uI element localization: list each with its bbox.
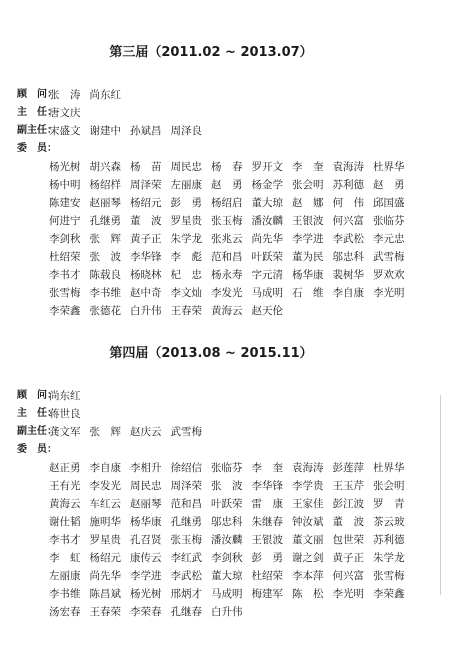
term3-advisor-row <box>0 86 450 104</box>
member-name: 杜界华 <box>373 462 405 474</box>
member-name: 胡兴森 <box>89 161 121 173</box>
member-name: 罗星贵 <box>170 215 202 227</box>
member-names <box>49 567 444 585</box>
person-name: 赵庆云 <box>130 426 162 438</box>
member-name: 孔召贤 <box>130 534 162 546</box>
member-name: 陈载良 <box>89 269 121 281</box>
term4-chair-names <box>49 405 444 423</box>
member-name: 李荣鑫 <box>49 305 81 317</box>
member-row <box>0 248 450 266</box>
member-name: 何 伟 <box>332 197 364 209</box>
member-name: 尚先华 <box>89 570 121 582</box>
member-name: 李 虹 <box>49 552 81 564</box>
member-names <box>49 212 444 230</box>
member-name: 马成明 <box>211 588 243 600</box>
member-name: 白升伟 <box>130 305 162 317</box>
member-name: 董大琼 <box>251 197 283 209</box>
term3-chair-names <box>49 104 444 122</box>
member-row <box>0 459 450 477</box>
member-row <box>0 495 450 513</box>
person-name: 尚东红 <box>89 89 121 101</box>
member-name: 黄海云 <box>211 305 243 317</box>
member-name: 孔继勇 <box>89 215 121 227</box>
advisor-label: 顾 问： <box>17 89 57 100</box>
term4-vice-names <box>49 423 444 441</box>
member-names <box>49 477 444 495</box>
vice-chair-label: 副主任： <box>17 125 57 136</box>
member-name: 张兆云 <box>211 233 243 245</box>
member-name: 黄子正 <box>130 233 162 245</box>
member-row <box>0 585 450 603</box>
person-name: 张 辉 <box>89 426 121 438</box>
term4-member-label-row <box>0 441 450 459</box>
member-name: 杨华康 <box>130 516 162 528</box>
member-name: 邱国盛 <box>373 197 405 209</box>
member-name: 赵 勇 <box>211 179 243 191</box>
member-name: 李荣春 <box>130 606 162 618</box>
member-name: 王春荣 <box>170 305 202 317</box>
member-name: 李文灿 <box>170 287 202 299</box>
member-name: 陈建安 <box>49 197 81 209</box>
member-name: 董大琼 <box>211 570 243 582</box>
member-name: 王银波 <box>251 534 283 546</box>
member-name: 陈昌斌 <box>89 588 121 600</box>
member-row <box>0 212 450 230</box>
member-name: 马成明 <box>251 287 283 299</box>
member-name: 武雪梅 <box>373 251 405 263</box>
member-name: 李学进 <box>130 570 162 582</box>
vice-chair-label: 副主任： <box>17 426 57 437</box>
member-names <box>49 495 444 513</box>
person-name: 宋盛文 <box>49 125 81 137</box>
term3-member-label-row <box>0 140 450 158</box>
member-name: 李学进 <box>292 233 324 245</box>
member-name: 杨光树 <box>130 588 162 600</box>
member-name: 李元忠 <box>373 233 405 245</box>
member-name: 张雪梅 <box>373 570 405 582</box>
member-name: 孔继勇 <box>170 516 202 528</box>
member-name: 潘汝麟 <box>251 215 283 227</box>
member-name: 杨绍样 <box>89 179 121 191</box>
member-row <box>0 230 450 248</box>
member-name: 罗星贵 <box>89 534 121 546</box>
member-names <box>49 302 444 320</box>
member-name: 袁海涛 <box>332 161 364 173</box>
member-name: 张临芬 <box>373 215 405 227</box>
member-name: 张 波 <box>89 251 121 263</box>
member-name: 尚先华 <box>251 233 283 245</box>
member-row <box>0 531 450 549</box>
member-name: 邬忠科 <box>332 251 364 263</box>
member-row <box>0 513 450 531</box>
member-name: 李武松 <box>170 570 202 582</box>
member-names <box>49 549 444 567</box>
member-name: 梅建军 <box>251 588 283 600</box>
member-names <box>49 459 444 477</box>
member-name: 石 维 <box>292 287 324 299</box>
member-label: 委 员： <box>17 444 57 455</box>
member-name: 苏利德 <box>332 179 364 191</box>
member-name: 何兴富 <box>332 570 364 582</box>
member-name: 董文丽 <box>292 534 324 546</box>
member-name: 李剑秋 <box>49 233 81 245</box>
member-names <box>49 531 444 549</box>
member-name: 字元清 <box>251 269 283 281</box>
member-names <box>49 603 444 621</box>
member-name: 李 彪 <box>170 251 202 263</box>
member-name: 黄海云 <box>49 498 81 510</box>
member-name: 李 奎 <box>292 161 324 173</box>
member-name: 张雪梅 <box>49 287 81 299</box>
member-name: 张会明 <box>373 480 405 492</box>
member-name: 左丽康 <box>170 179 202 191</box>
chair-label: 主 任： <box>17 408 57 419</box>
advisor-label: 顾 问： <box>17 390 57 401</box>
member-name: 赵丽琴 <box>89 197 121 209</box>
member-names <box>49 158 444 176</box>
member-name: 王有光 <box>49 480 81 492</box>
member-name: 李武松 <box>332 233 364 245</box>
member-name: 李发光 <box>211 287 243 299</box>
person-name: 尚东红 <box>49 390 81 402</box>
member-name: 杨永寿 <box>211 269 243 281</box>
member-name: 张会明 <box>292 179 324 191</box>
member-name: 杜绍荣 <box>251 570 283 582</box>
term4-chair-row <box>0 405 450 423</box>
member-row <box>0 158 450 176</box>
member-name: 赵正勇 <box>49 462 81 474</box>
term3-advisor-names <box>49 86 444 104</box>
member-name: 李书才 <box>49 269 81 281</box>
member-name: 杜绍荣 <box>49 251 81 263</box>
member-names <box>49 176 444 194</box>
member-names <box>49 248 444 266</box>
member-row <box>0 567 450 585</box>
member-name: 周泽荣 <box>130 179 162 191</box>
member-name: 罗欢欢 <box>373 269 405 281</box>
member-name: 徐绍信 <box>170 462 202 474</box>
member-name: 裴树华 <box>332 269 364 281</box>
member-name: 李剑秋 <box>211 552 243 564</box>
member-name: 李书维 <box>89 287 121 299</box>
member-name: 茶云玻 <box>373 516 405 528</box>
member-name: 左丽康 <box>49 570 81 582</box>
member-name: 袁海涛 <box>292 462 324 474</box>
member-name: 范和昌 <box>170 498 202 510</box>
member-row <box>0 603 450 621</box>
member-name: 施明华 <box>89 516 121 528</box>
term3-roles <box>0 86 450 317</box>
member-name: 杨华康 <box>292 269 324 281</box>
member-name: 李红武 <box>170 552 202 564</box>
term3-vice-names <box>49 122 444 140</box>
member-name: 钟汝斌 <box>292 516 324 528</box>
member-row <box>0 477 450 495</box>
member-name: 车红云 <box>89 498 121 510</box>
member-name: 苏利德 <box>373 534 405 546</box>
term3-section <box>0 44 450 317</box>
member-name: 彭 勇 <box>251 552 283 564</box>
member-name: 王银波 <box>292 215 324 227</box>
term4-advisor-names <box>49 387 444 405</box>
member-name: 彭 勇 <box>170 197 202 209</box>
member-name: 范和昌 <box>211 251 243 263</box>
member-row <box>0 284 450 302</box>
member-name: 赵天伦 <box>251 305 283 317</box>
member-name: 李学贵 <box>292 480 324 492</box>
member-name: 雷 康 <box>251 498 283 510</box>
member-row <box>0 266 450 284</box>
member-name: 杜界华 <box>373 161 405 173</box>
member-name: 杨 春 <box>211 161 243 173</box>
member-name: 杨绍元 <box>89 552 121 564</box>
member-name: 何进宁 <box>49 215 81 227</box>
member-name: 李华锋 <box>130 251 162 263</box>
member-name: 李光明 <box>332 588 364 600</box>
member-name: 王玉芹 <box>332 480 364 492</box>
person-name: 龚文军 <box>49 426 81 438</box>
member-row <box>0 176 450 194</box>
member-name: 周民忠 <box>130 480 162 492</box>
member-name: 杨绍元 <box>130 197 162 209</box>
member-name: 张玉梅 <box>211 215 243 227</box>
person-name: 周泽良 <box>170 125 202 137</box>
member-name: 白升伟 <box>211 606 243 618</box>
member-name: 杨绍启 <box>211 197 243 209</box>
member-name: 杨晓林 <box>130 269 162 281</box>
member-name: 彭莲萍 <box>332 462 364 474</box>
member-name: 邬忠科 <box>211 516 243 528</box>
member-name: 李光明 <box>373 287 405 299</box>
member-names <box>49 266 444 284</box>
member-name: 谢之剑 <box>292 552 324 564</box>
member-name: 汤宏春 <box>49 606 81 618</box>
member-name: 张德花 <box>89 305 121 317</box>
term4-section <box>0 345 450 618</box>
member-name: 杨中明 <box>49 179 81 191</box>
term4-advisor-row <box>0 387 450 405</box>
member-name: 李发光 <box>89 480 121 492</box>
member-name: 潘汝麟 <box>211 534 243 546</box>
member-name: 杨 苗 <box>130 161 162 173</box>
member-names <box>49 194 444 212</box>
member-name: 叶跃荣 <box>211 498 243 510</box>
member-name: 赵 娜 <box>292 197 324 209</box>
member-name: 朱继春 <box>251 516 283 528</box>
term3-chair-row <box>0 104 450 122</box>
member-name: 李自康 <box>332 287 364 299</box>
person-name: 武雪梅 <box>170 426 202 438</box>
member-name: 罗开文 <box>251 161 283 173</box>
member-name: 张玉梅 <box>170 534 202 546</box>
member-names <box>49 230 444 248</box>
member-name: 赵 勇 <box>373 179 405 191</box>
person-name: 蒋世良 <box>49 408 81 420</box>
person-name: 唐文庆 <box>49 107 81 119</box>
member-name: 张临芬 <box>211 462 243 474</box>
member-name: 邢炳才 <box>170 588 202 600</box>
member-name: 孔继春 <box>170 606 202 618</box>
member-name: 叶跃荣 <box>251 251 283 263</box>
member-name: 李书才 <box>49 534 81 546</box>
member-name: 周泽荣 <box>170 480 202 492</box>
member-name: 李书维 <box>49 588 81 600</box>
member-name: 包世荣 <box>332 534 364 546</box>
member-name: 赵丽琴 <box>130 498 162 510</box>
term4-title: 第四届（2013.08 ~ 2015.11） <box>109 346 313 361</box>
member-name: 罗 青 <box>373 498 405 510</box>
member-row <box>0 549 450 567</box>
person-name: 谢建中 <box>89 125 121 137</box>
member-name: 杨金学 <box>251 179 283 191</box>
member-name: 杨光树 <box>49 161 81 173</box>
term4-vice-row <box>0 423 450 441</box>
member-names <box>49 585 444 603</box>
member-names <box>49 284 444 302</box>
member-name: 谢仕韬 <box>49 516 81 528</box>
member-name: 张 辉 <box>89 233 121 245</box>
member-name: 朱学龙 <box>170 233 202 245</box>
member-name: 杞 忠 <box>170 269 202 281</box>
member-name: 张 波 <box>211 480 243 492</box>
member-name: 王春荣 <box>89 606 121 618</box>
term3-title: 第三届（2011.02 ~ 2013.07） <box>109 45 313 60</box>
member-name: 何兴富 <box>332 215 364 227</box>
member-name: 李华锋 <box>251 480 283 492</box>
member-name: 李 奎 <box>251 462 283 474</box>
member-name: 赵中奇 <box>130 287 162 299</box>
member-names <box>49 513 444 531</box>
term3-vice-row <box>0 122 450 140</box>
chair-label: 主 任： <box>17 107 57 118</box>
member-row <box>0 194 450 212</box>
member-name: 董为民 <box>292 251 324 263</box>
member-name: 康传云 <box>130 552 162 564</box>
member-name: 董 波 <box>332 516 364 528</box>
person-name: 张 涛 <box>49 89 81 101</box>
member-label: 委 员： <box>17 143 57 154</box>
member-name: 李荣鑫 <box>373 588 405 600</box>
person-name: 孙斌昌 <box>130 125 162 137</box>
member-name: 李自康 <box>89 462 121 474</box>
member-name: 周民忠 <box>170 161 202 173</box>
member-name: 李相升 <box>130 462 162 474</box>
term3-members <box>0 158 450 320</box>
member-name: 李本萍 <box>292 570 324 582</box>
member-row <box>0 302 450 320</box>
member-name: 黄子正 <box>332 552 364 564</box>
member-name: 陈 松 <box>292 588 324 600</box>
term4-roles <box>0 387 450 618</box>
member-name: 彭江波 <box>332 498 364 510</box>
term4-members <box>0 459 450 621</box>
member-name: 董 波 <box>130 215 162 227</box>
member-name: 朱学龙 <box>373 552 405 564</box>
member-name: 王家佳 <box>292 498 324 510</box>
